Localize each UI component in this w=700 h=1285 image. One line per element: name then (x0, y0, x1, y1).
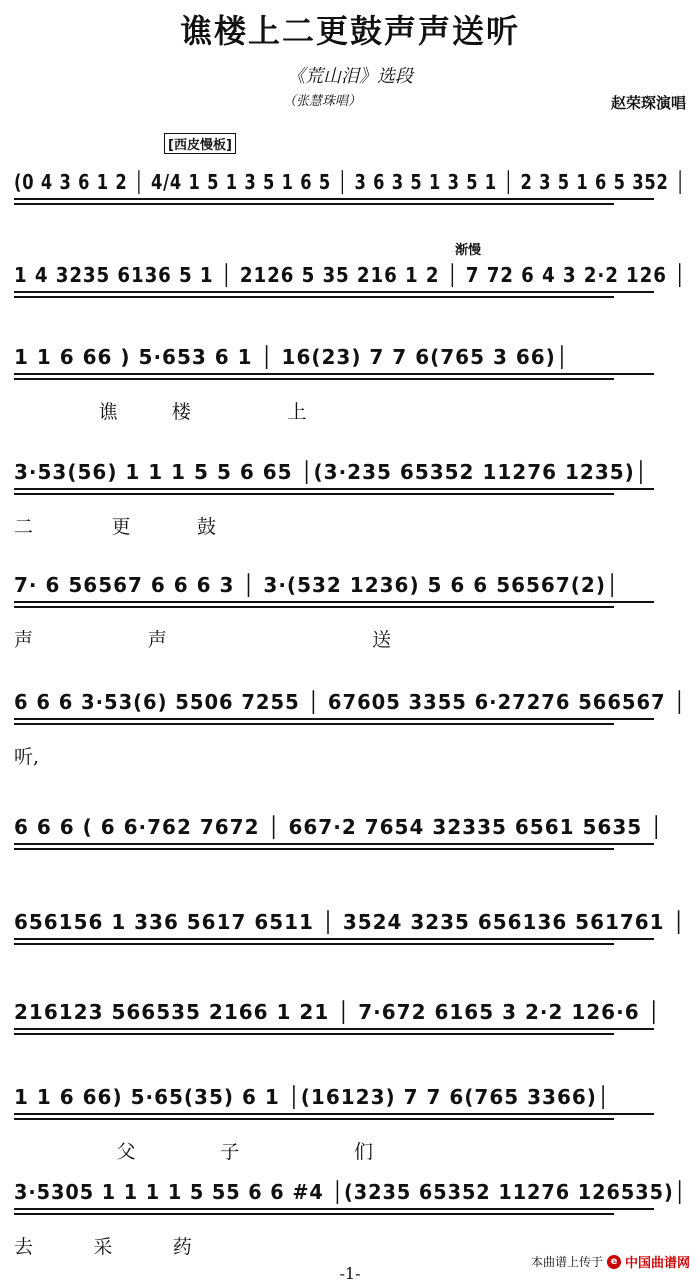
notation-line: 7· 6 56567 6 6 6 3 │ 3·(532 1236) 5 6 6 56567(2)│ (14, 573, 620, 597)
beam-line (14, 1113, 654, 1115)
notation-line: 6 6 6 ( 6 6·762 7672 │ 667·2 7654 32335 6561 5635 │ (14, 815, 664, 839)
beam-line-secondary (14, 606, 614, 608)
beam-line (14, 938, 654, 940)
lyrics-line: 父 子 们 (14, 1141, 373, 1163)
notation-line: (0 4 3 6 1 2 │ 4/4 1 5 1 3 5 1 6 5 │ 3 6 3 5 1 3 5 1 │ 2 3 5 1 6 5 352 │ (14, 170, 686, 194)
notation-line: 3·53(56) 1 1 1 5 5 6 65 │(3·235 65352 11276 1235)│ (14, 460, 648, 484)
notation-line: 1 4 3235 6136 5 1 │ 2126 5 35 216 1 2 │ 7 72 6 4 3 2·2 126 │ (14, 263, 687, 287)
beam-line-secondary (14, 943, 614, 945)
beam-line-secondary (14, 493, 614, 495)
beam-line-secondary (14, 723, 614, 725)
notation-line: 1 1 6 66 ) 5·653 6 1 │ 16(23) 7 7 6(765 3 66)│ (14, 345, 569, 369)
site-name: 中国曲谱网 (624, 1256, 690, 1271)
lyrics-line: 声 声 送 (14, 629, 392, 651)
page-title: 谯楼上二更鼓声声送听 (179, 12, 520, 50)
notation-line: 656156 1 336 5617 6511 │ 3524 3235 656136 561761 │ (14, 910, 686, 934)
beam-line-secondary (14, 1118, 614, 1120)
beam-line-secondary (14, 848, 614, 850)
beam-line-secondary (14, 1033, 614, 1035)
lyrics-line: 听, (14, 746, 40, 768)
lyrics-line: 谯 楼 上 (14, 401, 307, 423)
notation-line: 1 1 6 66) 5·65(35) 6 1 │(16123) 7 7 6(765 3366)│ (14, 1085, 610, 1109)
subtitle: 《荒山泪》选段 (287, 66, 413, 87)
upload-label: 本曲谱上传于 (530, 1255, 603, 1269)
notation-line: 216123 566535 2166 1 21 │ 7·672 6165 3 2·2 126·6 │ (14, 1000, 661, 1024)
beam-line (14, 843, 654, 845)
beam-line (14, 291, 654, 293)
beam-line-secondary (14, 203, 614, 205)
beam-line (14, 601, 654, 603)
lyrics-line: 去 采 药 (14, 1236, 192, 1258)
beam-line (14, 198, 654, 200)
beam-line-secondary (14, 378, 614, 380)
notation-line: 6 6 6 3·53(6) 5506 7255 │ 67605 3355 6·27276 566567 │ (14, 690, 687, 714)
lyrics-line: 二 更 鼓 (14, 516, 216, 538)
tempo-marking: [西皮慢板] (164, 133, 236, 154)
site-logo-icon: e (607, 1255, 621, 1269)
beam-line (14, 488, 654, 490)
upload-credit (531, 1252, 690, 1271)
tempo-slowing-marking: 渐慢 (455, 243, 482, 258)
beam-line-secondary (14, 1213, 614, 1215)
page-number: -1- (339, 1264, 361, 1283)
beam-line-secondary (14, 296, 614, 298)
performer-credit: 赵荣琛演唱 (610, 94, 686, 112)
beam-line (14, 1028, 654, 1030)
beam-line (14, 373, 654, 375)
beam-line (14, 718, 654, 720)
singer-note: （张慧珠唱） (283, 94, 362, 109)
notation-line: 3·5305 1 1 1 1 5 55 6 6 #4 │(3235 65352 11276 126535)│ (14, 1180, 687, 1204)
beam-line (14, 1208, 654, 1210)
